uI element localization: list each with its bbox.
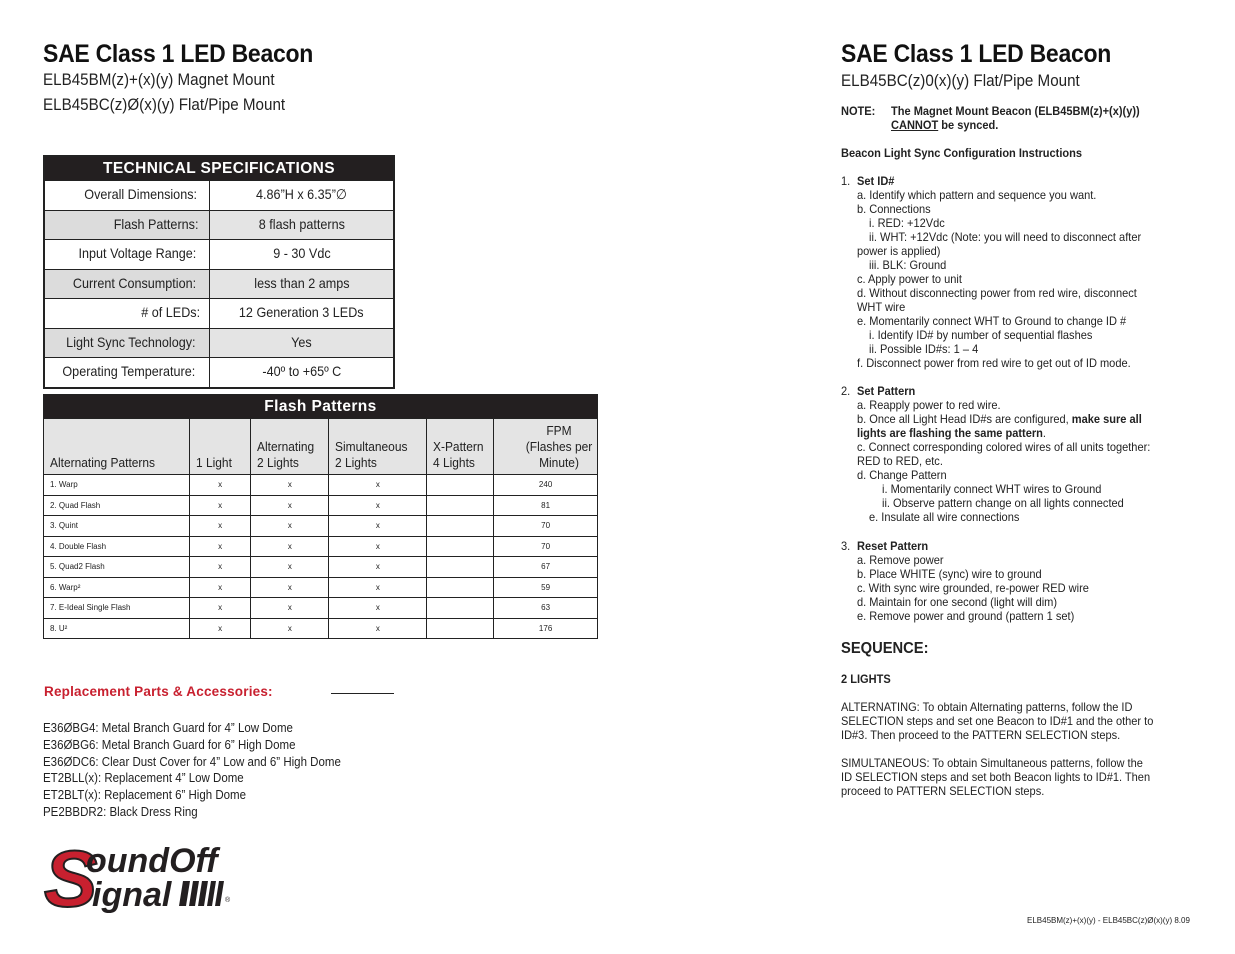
pattern-mark: x — [329, 618, 427, 639]
step1-d-cont: WHT wire — [857, 300, 906, 314]
logo-line1: oundOff — [86, 842, 218, 880]
step2-c: c. Connect corresponding colored wires of all units together: — [857, 440, 1151, 454]
logo-big-s: S — [44, 836, 98, 916]
right-page-title: SAE Class 1 LED Beacon — [841, 40, 1112, 68]
note-line2: CANNOT be synced. — [891, 118, 999, 132]
step3-b: b. Place WHITE (sync) wire to ground — [857, 567, 1042, 581]
pattern-mark: x — [189, 618, 250, 639]
pattern-mark: x — [251, 475, 329, 496]
step1-b-ii: ii. WHT: +12Vdc (Note: you will need to disconnect after — [869, 230, 1142, 244]
replacement-part-item: E36ØBG6: Metal Branch Guard for 6” High Dome — [43, 737, 296, 752]
right-subtitle: ELB45BC(z)0(x)(y) Flat/Pipe Mount — [841, 72, 1080, 90]
flash-pattern-row — [44, 598, 598, 619]
pattern-mark: x — [189, 495, 250, 516]
subtitle-magnet-mount: ELB45BM(z)+(x)(y) Magnet Mount — [43, 71, 275, 89]
pattern-mark: x — [251, 557, 329, 578]
step1-e: e. Momentarily connect WHT to Ground to change ID # — [857, 314, 1127, 328]
replacement-part-item: ET2BLT(x): Replacement 6” High Dome — [43, 788, 247, 803]
step2-d: d. Change Pattern — [857, 468, 947, 482]
pattern-mark: x — [189, 598, 250, 619]
flash-patterns-heading: Flash Patterns — [44, 395, 598, 419]
alternating-line1: ALTERNATING: To obtain Alternating patterns, follow the ID — [841, 700, 1133, 714]
pattern-mark — [427, 495, 494, 516]
pattern-mark: x — [329, 557, 427, 578]
logo-speed-bars — [179, 881, 224, 906]
step2-b-cont: lights are flashing the same pattern. — [857, 426, 1046, 440]
logo-line2: ignal — [92, 876, 172, 914]
pattern-name: 7. E-Ideal Single Flash — [44, 598, 190, 619]
fpm-value: 240 — [494, 475, 598, 496]
step3-e: e. Remove power and ground (pattern 1 set) — [857, 609, 1075, 623]
step1-e-i: i. Identify ID# by number of sequential flashes — [869, 328, 1093, 342]
note-line1: The Magnet Mount Beacon (ELB45BM(z)+(x)(y)) — [891, 104, 1140, 118]
spec-row — [45, 298, 393, 328]
pattern-mark: x — [251, 598, 329, 619]
logo-registered: ® — [225, 897, 231, 904]
note-label: NOTE: — [841, 104, 876, 118]
replacement-part-item: E36ØBG4: Metal Branch Guard for 4” Low Dome — [43, 721, 293, 735]
pattern-mark: x — [189, 557, 250, 578]
step2-b: b. Once all Light Head ID#s are configured, make sure all — [857, 412, 1142, 426]
spec-label: Light Sync Technology: — [45, 329, 210, 358]
flash-pattern-row — [44, 557, 598, 578]
fpm-value: 67 — [494, 557, 598, 578]
flash-pattern-row — [44, 577, 598, 598]
step3-title: Reset Pattern — [857, 539, 929, 553]
step2-a: a. Reapply power to red wire. — [857, 398, 1001, 412]
pattern-mark: x — [251, 536, 329, 557]
step2-d-ii: ii. Observe pattern change on all lights connected — [882, 496, 1124, 510]
pattern-name: 6. Warp² — [44, 577, 190, 598]
alternating-line3: ID#3. Then proceed to the PATTERN SELECTION steps. — [841, 728, 1121, 742]
spec-label: Operating Temperature: — [45, 358, 210, 387]
fpm-value: 70 — [494, 536, 598, 557]
pattern-mark: x — [329, 495, 427, 516]
simultaneous-line1: SIMULTANEOUS: To obtain Simultaneous patterns, follow the — [841, 756, 1143, 770]
spec-value: 12 Generation 3 LEDs — [210, 299, 393, 328]
step1-f: f. Disconnect power from red wire to get out of ID mode. — [857, 356, 1131, 370]
step2-title: Set Pattern — [857, 384, 916, 398]
subtitle-flat-mount: ELB45BC(z)Ø(x)(y) Flat/Pipe Mount — [43, 96, 286, 114]
spec-value: less than 2 amps — [210, 270, 393, 299]
flash-pattern-row — [44, 475, 598, 496]
fpm-value: 63 — [494, 598, 598, 619]
spec-row — [45, 328, 393, 358]
pattern-mark: x — [329, 598, 427, 619]
soundoff-signal-logo — [42, 836, 242, 916]
pattern-mark: x — [329, 577, 427, 598]
pattern-name: 4. Double Flash — [44, 536, 190, 557]
technical-specifications-table — [43, 155, 395, 389]
spec-row — [45, 180, 393, 210]
spec-label: # of LEDs: — [45, 299, 210, 328]
flash-column-header: 1 Light — [189, 419, 250, 475]
pattern-mark — [427, 536, 494, 557]
step1-b-i: i. RED: +12Vdc — [869, 216, 945, 230]
replacement-part-item: ET2BLL(x): Replacement 4” Low Dome — [43, 771, 244, 786]
pattern-mark: x — [251, 495, 329, 516]
pattern-mark: x — [189, 577, 250, 598]
step1-c: c. Apply power to unit — [857, 272, 962, 286]
pattern-mark — [427, 598, 494, 619]
pattern-mark: x — [251, 516, 329, 537]
flash-column-header: Simultaneous 2 Lights — [329, 419, 427, 475]
pattern-mark — [427, 618, 494, 639]
page-title: SAE Class 1 LED Beacon — [43, 40, 314, 68]
step1-title: Set ID# — [857, 174, 895, 188]
spec-row — [45, 269, 393, 299]
flash-pattern-row — [44, 495, 598, 516]
spec-value: Yes — [210, 329, 393, 358]
spec-label: Current Consumption: — [45, 270, 210, 299]
step1-b-iii: iii. BLK: Ground — [869, 258, 947, 272]
pattern-mark — [427, 577, 494, 598]
pattern-mark: x — [189, 516, 250, 537]
step2-e: e. Insulate all wire connections — [869, 510, 1020, 524]
replacement-part-item: PE2BBDR2: Black Dress Ring — [43, 804, 198, 819]
step1-e-ii: ii. Possible ID#s: 1 – 4 — [869, 342, 979, 356]
step3-number: 3. — [841, 539, 851, 553]
flash-pattern-row — [44, 516, 598, 537]
simultaneous-line2: ID SELECTION steps and set both Beacon lights to ID#1. Then — [841, 770, 1151, 784]
step2-number: 2. — [841, 384, 851, 398]
pattern-mark: x — [329, 516, 427, 537]
replacement-parts-heading: Replacement Parts & Accessories: — [44, 684, 273, 699]
pattern-mark: x — [329, 475, 427, 496]
pattern-name: 1. Warp — [44, 475, 190, 496]
two-lights-heading: 2 LIGHTS — [841, 672, 891, 686]
step1-b: b. Connections — [857, 202, 931, 216]
footer-model-date: ELB45BM(z)+(x)(y) - ELB45BC(z)Ø(x)(y) 8.09 — [1027, 916, 1190, 925]
spec-value: 9 - 30 Vdc — [210, 240, 393, 269]
step1-b-ii-cont: power is applied) — [857, 244, 941, 258]
spec-value: 4.86”H x 6.35”∅ — [210, 181, 393, 210]
spec-label: Input Voltage Range: — [45, 240, 210, 269]
fpm-value: 81 — [494, 495, 598, 516]
spec-row — [45, 239, 393, 269]
pattern-mark: x — [189, 475, 250, 496]
flash-patterns-table — [43, 394, 598, 639]
spec-label: Overall Dimensions: — [45, 181, 210, 210]
flash-pattern-row — [44, 536, 598, 557]
fpm-value: 176 — [494, 618, 598, 639]
replacement-parts-list — [43, 720, 367, 821]
pattern-mark: x — [329, 536, 427, 557]
spec-value: 8 flash patterns — [210, 211, 393, 240]
pattern-name: 8. U² — [44, 618, 190, 639]
spec-row — [45, 210, 393, 240]
pattern-mark — [427, 516, 494, 537]
simultaneous-line3: proceed to PATTERN SELECTION steps. — [841, 784, 1045, 798]
pattern-mark: x — [251, 577, 329, 598]
pattern-mark — [427, 557, 494, 578]
pattern-mark: x — [251, 618, 329, 639]
pattern-name: 2. Quad Flash — [44, 495, 190, 516]
pattern-mark: x — [189, 536, 250, 557]
step3-d: d. Maintain for one second (light will dim) — [857, 595, 1058, 609]
sync-heading: Beacon Light Sync Configuration Instructions — [841, 146, 1083, 160]
fpm-value: 70 — [494, 516, 598, 537]
pattern-mark — [427, 475, 494, 496]
heading-rule — [331, 693, 394, 694]
step1-a: a. Identify which pattern and sequence you want. — [857, 188, 1097, 202]
flash-column-header: X-Pattern 4 Lights — [427, 419, 494, 475]
specs-heading: TECHNICAL SPECIFICATIONS — [45, 157, 393, 180]
spec-value: -40º to +65º C — [210, 358, 393, 387]
spec-row — [45, 357, 393, 387]
step2-d-i: i. Momentarily connect WHT wires to Ground — [882, 482, 1102, 496]
fpm-value: 59 — [494, 577, 598, 598]
flash-pattern-row — [44, 618, 598, 639]
alternating-line2: SELECTION steps and set one Beacon to ID#1 and the other to — [841, 714, 1154, 728]
flash-column-header: Alternating 2 Lights — [251, 419, 329, 475]
pattern-name: 3. Quint — [44, 516, 190, 537]
step3-a: a. Remove power — [857, 553, 944, 567]
step1-d: d. Without disconnecting power from red wire, disconnect — [857, 286, 1137, 300]
replacement-part-item: E36ØDC6: Clear Dust Cover for 4” Low and 6” High Dome — [43, 754, 341, 769]
sequence-heading: SEQUENCE: — [841, 640, 929, 657]
pattern-name: 5. Quad2 Flash — [44, 557, 190, 578]
step3-c: c. With sync wire grounded, re-power RED wire — [857, 581, 1089, 595]
step2-c-cont: RED to RED, etc. — [857, 454, 943, 468]
flash-column-header: FPM (Flashes per Minute) — [494, 419, 598, 475]
spec-label: Flash Patterns: — [45, 211, 210, 240]
step1-number: 1. — [841, 174, 851, 188]
flash-column-header: Alternating Patterns — [44, 419, 190, 475]
